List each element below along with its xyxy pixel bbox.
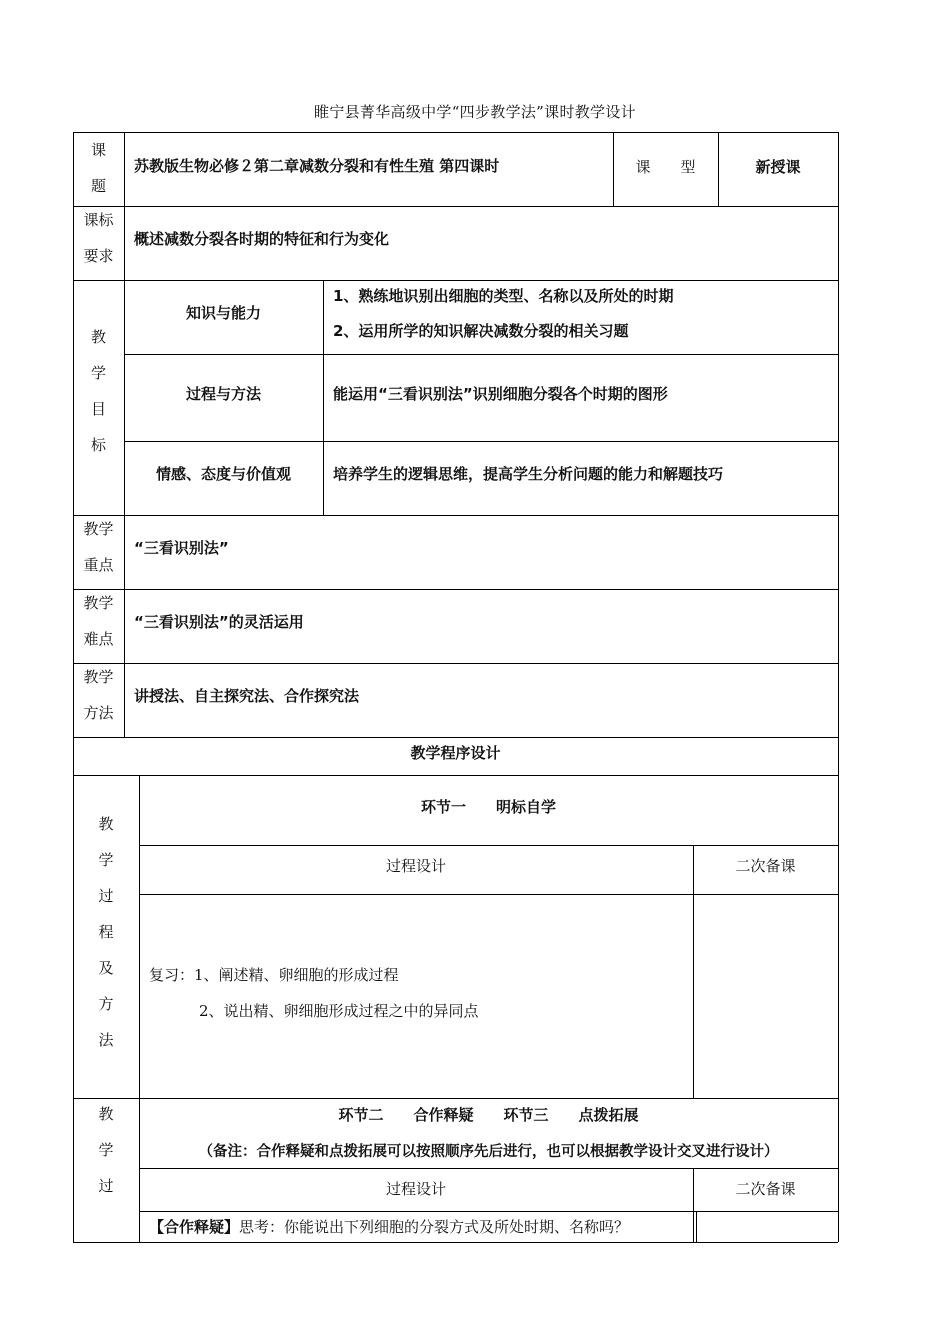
cooperate-tag: 【合作释疑】 (149, 1218, 240, 1236)
section2-col-process: 过程设计 (385, 1180, 446, 1198)
section1-col-process: 过程设计 (385, 857, 446, 875)
goal-name-knowledge: 知识与能力 (185, 304, 261, 322)
section2-col-prep: 二次备课 (735, 1180, 796, 1198)
section2-cooperate (149, 1216, 629, 1237)
goal-text-attitude: 培养学生的逻辑思维，提高学生分析问题的能力和解题技巧 (333, 465, 724, 483)
key-point-label: 教学 重点 (83, 520, 114, 574)
program-heading: 教学程序设计 (410, 744, 501, 762)
section2-label: 教 学 过 (98, 1105, 114, 1195)
section1-col-prep: 二次备课 (735, 857, 796, 875)
key-point-text: “三看识别法” (134, 539, 229, 557)
standard-label: 课标 要求 (83, 211, 114, 265)
goal-name-process: 过程与方法 (185, 385, 261, 403)
page-title: 睢宁县菁华高级中学“四步教学法”课时教学设计 (314, 103, 636, 121)
method-text: 讲授法、自主探究法、合作探究法 (134, 687, 360, 705)
section1-heading: 环节一 明标自学 (420, 798, 556, 816)
course-title: 苏教版生物必修２第二章减数分裂和有性生殖 第四课时 (134, 157, 500, 175)
method-label: 教学 方法 (83, 668, 114, 722)
section2-note: （备注：合作释疑和点拨拓展可以按照顺序先后进行，也可以根据教学设计交叉进行设计） (198, 1144, 779, 1160)
course-label: 课 题 (90, 141, 106, 195)
goals-label: 教 学 目 标 (90, 328, 106, 454)
goal-text-knowledge-2: 2、运用所学的知识解决减数分裂的相关习题 (333, 322, 629, 340)
difficulty-text: “三看识别法”的灵活运用 (134, 613, 304, 631)
section1-label: 教 学 过 程 及 方 法 (98, 815, 114, 1049)
section1-review-line1: 复习：1、阐述精、卵细胞的形成过程 (149, 966, 399, 984)
course-type-value: 新授课 (755, 158, 801, 176)
goal-name-attitude: 情感、态度与价值观 (155, 465, 291, 483)
cooperate-text: 思考：你能说出下列细胞的分裂方式及所处时期、名称吗？ (239, 1218, 630, 1236)
course-type-label: 课 型 (635, 158, 696, 176)
section2-heading: 环节二 合作释疑 环节三 点拨拓展 (338, 1106, 639, 1124)
section1-review-line2: 2、说出精、卵细胞形成过程之中的异同点 (199, 1002, 479, 1020)
standard-text: 概述减数分裂各时期的特征和行为变化 (134, 230, 390, 248)
goal-text-process: 能运用“三看识别法”识别细胞分裂各个时期的图形 (333, 385, 668, 403)
difficulty-label: 教学 难点 (83, 594, 114, 648)
goal-text-knowledge-1: 1、熟练地识别出细胞的类型、名称以及所处的时期 (333, 287, 674, 305)
